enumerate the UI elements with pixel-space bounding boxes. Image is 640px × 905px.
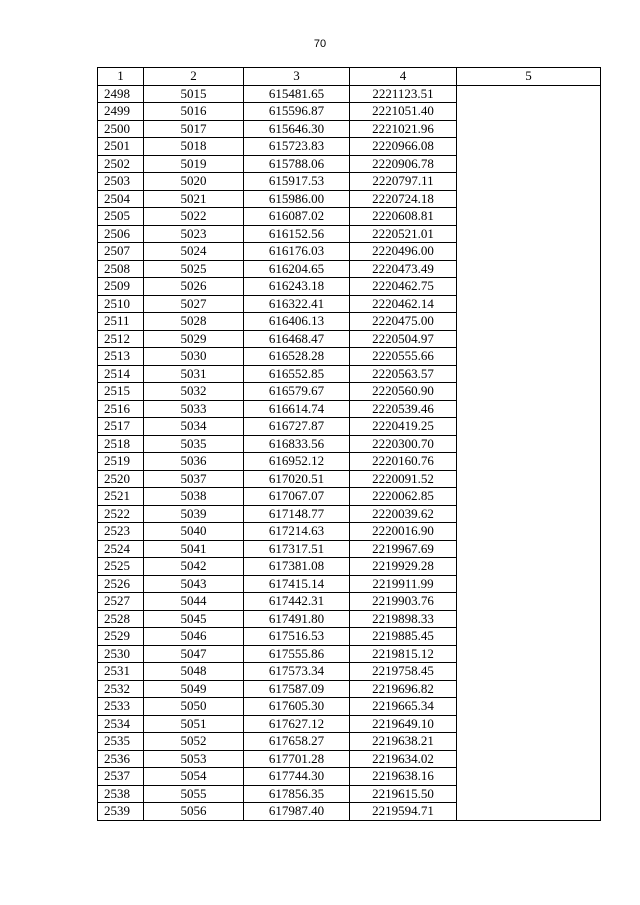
table-cell: 2220504.97 [350, 330, 457, 348]
table-cell: 2219615.50 [350, 785, 457, 803]
table-cell: 616833.56 [244, 435, 350, 453]
table-cell: 5033 [144, 400, 244, 418]
table-cell: 615646.30 [244, 120, 350, 138]
table-cell: 2220039.62 [350, 505, 457, 523]
table-cell: 5027 [144, 295, 244, 313]
table-cell: 5043 [144, 575, 244, 593]
table-cell: 2219634.02 [350, 750, 457, 768]
table-cell: 616528.28 [244, 348, 350, 366]
table-cell: 5029 [144, 330, 244, 348]
table-cell: 2220906.78 [350, 155, 457, 173]
column-header-3: 3 [244, 68, 350, 86]
table-cell: 2537 [98, 768, 144, 786]
table-cell: 5037 [144, 470, 244, 488]
table-cell: 617856.35 [244, 785, 350, 803]
table-cell: 2517 [98, 418, 144, 436]
table-cell: 5056 [144, 803, 244, 821]
table-cell: 2220300.70 [350, 435, 457, 453]
table-cell: 615917.53 [244, 173, 350, 191]
table-cell: 617214.63 [244, 523, 350, 541]
table-cell: 5042 [144, 558, 244, 576]
table-cell: 2220496.00 [350, 243, 457, 261]
table-cell: 615723.83 [244, 138, 350, 156]
table-cell: 5041 [144, 540, 244, 558]
table-cell: 617744.30 [244, 768, 350, 786]
table-cell: 5031 [144, 365, 244, 383]
table-cell: 5054 [144, 768, 244, 786]
table-cell: 5020 [144, 173, 244, 191]
table-cell: 617605.30 [244, 698, 350, 716]
table-cell: 617020.51 [244, 470, 350, 488]
table-cell: 617415.14 [244, 575, 350, 593]
table-cell: 2515 [98, 383, 144, 401]
table-cell: 2520 [98, 470, 144, 488]
table-cell: 616552.85 [244, 365, 350, 383]
table-cell: 617491.80 [244, 610, 350, 628]
table-cell: 5046 [144, 628, 244, 646]
table-cell: 5047 [144, 645, 244, 663]
table-cell: 5019 [144, 155, 244, 173]
table-cell: 616087.02 [244, 208, 350, 226]
table-cell: 2220966.08 [350, 138, 457, 156]
table-cell: 2512 [98, 330, 144, 348]
table-cell: 2220062.85 [350, 488, 457, 506]
table-cell: 2507 [98, 243, 144, 261]
table-cell: 5048 [144, 663, 244, 681]
table-cell: 2532 [98, 680, 144, 698]
table-cell: 2498 [98, 85, 144, 103]
table-cell: 5025 [144, 260, 244, 278]
table-cell: 5051 [144, 715, 244, 733]
table-cell: 617701.28 [244, 750, 350, 768]
table-cell: 5045 [144, 610, 244, 628]
column-header-5: 5 [457, 68, 601, 86]
table-body [98, 85, 601, 820]
table-cell: 617442.31 [244, 593, 350, 611]
table-cell: 5053 [144, 750, 244, 768]
table-cell: 5035 [144, 435, 244, 453]
table-cell: 2220475.00 [350, 313, 457, 331]
table-cell: 615986.00 [244, 190, 350, 208]
table-cell: 2502 [98, 155, 144, 173]
table-cell: 617516.53 [244, 628, 350, 646]
table-cell: 617555.86 [244, 645, 350, 663]
table-cell: 2509 [98, 278, 144, 296]
coordinates-table [97, 67, 601, 821]
table-cell: 2525 [98, 558, 144, 576]
table-row [98, 85, 601, 103]
table-cell: 617987.40 [244, 803, 350, 821]
table-cell: 5036 [144, 453, 244, 471]
table-cell: 2220016.90 [350, 523, 457, 541]
column-header-2: 2 [144, 68, 244, 86]
table-cell: 2220419.25 [350, 418, 457, 436]
table-cell: 2220724.18 [350, 190, 457, 208]
table-cell: 2219967.69 [350, 540, 457, 558]
table-cell: 2528 [98, 610, 144, 628]
table-cell: 2501 [98, 138, 144, 156]
table-cell: 615596.87 [244, 103, 350, 121]
table-cell: 2536 [98, 750, 144, 768]
table-cell: 616468.47 [244, 330, 350, 348]
table-cell: 5044 [144, 593, 244, 611]
table-cell: 616243.18 [244, 278, 350, 296]
table-cell: 617148.77 [244, 505, 350, 523]
table-cell: 616579.67 [244, 383, 350, 401]
table-cell: 2535 [98, 733, 144, 751]
table-cell: 2220160.76 [350, 453, 457, 471]
table-cell: 2220555.66 [350, 348, 457, 366]
table-cell: 2219898.33 [350, 610, 457, 628]
table-cell: 617587.09 [244, 680, 350, 698]
table-cell: 2219696.82 [350, 680, 457, 698]
table-cell: 616152.56 [244, 225, 350, 243]
table-cell: 2524 [98, 540, 144, 558]
table-cell: 2521 [98, 488, 144, 506]
table-cell: 2539 [98, 803, 144, 821]
table-cell: 2220473.49 [350, 260, 457, 278]
table-cell: 615481.65 [244, 85, 350, 103]
table-cell: 2219885.45 [350, 628, 457, 646]
table-cell: 2534 [98, 715, 144, 733]
column-header-1: 1 [98, 68, 144, 86]
table-cell: 2219929.28 [350, 558, 457, 576]
table-cell: 5018 [144, 138, 244, 156]
table-cell: 2500 [98, 120, 144, 138]
table-cell: 616176.03 [244, 243, 350, 261]
table-cell: 616952.12 [244, 453, 350, 471]
table-cell: 2219665.34 [350, 698, 457, 716]
table-cell: 2219638.21 [350, 733, 457, 751]
table-cell: 2513 [98, 348, 144, 366]
table-cell: 5022 [144, 208, 244, 226]
table-cell: 2219903.76 [350, 593, 457, 611]
column-header-4: 4 [350, 68, 457, 86]
table-cell: 615788.06 [244, 155, 350, 173]
table-cell: 2526 [98, 575, 144, 593]
table-cell: 5034 [144, 418, 244, 436]
table-cell: 2522 [98, 505, 144, 523]
table-cell: 5021 [144, 190, 244, 208]
page-number: 70 [313, 38, 327, 50]
table-cell: 2220462.14 [350, 295, 457, 313]
table-cell: 2219815.12 [350, 645, 457, 663]
table-cell: 5023 [144, 225, 244, 243]
table-cell: 2221021.96 [350, 120, 457, 138]
table-cell: 2506 [98, 225, 144, 243]
table-cell: 2220563.57 [350, 365, 457, 383]
table-cell: 2221123.51 [350, 85, 457, 103]
table-cell: 2527 [98, 593, 144, 611]
table-cell: 2529 [98, 628, 144, 646]
table-cell: 5040 [144, 523, 244, 541]
table-cell: 5038 [144, 488, 244, 506]
table-cell: 5024 [144, 243, 244, 261]
table-cell: 2511 [98, 313, 144, 331]
table-cell: 2220091.52 [350, 470, 457, 488]
table-cell: 2219649.10 [350, 715, 457, 733]
table-cell: 2519 [98, 453, 144, 471]
table-cell: 2514 [98, 365, 144, 383]
table-cell: 2503 [98, 173, 144, 191]
table-cell: 2518 [98, 435, 144, 453]
table-cell: 2531 [98, 663, 144, 681]
table-cell: 2219638.16 [350, 768, 457, 786]
table-cell: 616406.13 [244, 313, 350, 331]
table-cell: 5015 [144, 85, 244, 103]
table-cell: 2219911.99 [350, 575, 457, 593]
table-cell: 2220539.46 [350, 400, 457, 418]
table-cell: 2220797.11 [350, 173, 457, 191]
table-cell: 616322.41 [244, 295, 350, 313]
table-cell: 2499 [98, 103, 144, 121]
table-cell: 617317.51 [244, 540, 350, 558]
table-cell: 5052 [144, 733, 244, 751]
table-header-row [98, 68, 601, 86]
table-cell: 2219594.71 [350, 803, 457, 821]
table-cell: 2508 [98, 260, 144, 278]
table-cell: 616614.74 [244, 400, 350, 418]
table-cell: 2523 [98, 523, 144, 541]
table-cell: 616727.87 [244, 418, 350, 436]
table-cell: 2504 [98, 190, 144, 208]
table-cell: 5055 [144, 785, 244, 803]
table-cell: 2219758.45 [350, 663, 457, 681]
table-cell: 5039 [144, 505, 244, 523]
table-cell: 5049 [144, 680, 244, 698]
table-cell: 5017 [144, 120, 244, 138]
table-cell: 2221051.40 [350, 103, 457, 121]
table-cell: 2220521.01 [350, 225, 457, 243]
table-cell: 617627.12 [244, 715, 350, 733]
table-cell: 5026 [144, 278, 244, 296]
table-cell: 616204.65 [244, 260, 350, 278]
table-cell: 5050 [144, 698, 244, 716]
table-cell: 2220560.90 [350, 383, 457, 401]
table-cell: 2533 [98, 698, 144, 716]
table-cell: 617573.34 [244, 663, 350, 681]
table-cell: 617658.27 [244, 733, 350, 751]
table-cell: 2538 [98, 785, 144, 803]
table-cell: 617067.07 [244, 488, 350, 506]
table-cell: 2220462.75 [350, 278, 457, 296]
table-cell-column-5 [457, 85, 601, 820]
table-cell: 2530 [98, 645, 144, 663]
table-cell: 2510 [98, 295, 144, 313]
table-cell: 2505 [98, 208, 144, 226]
table-cell: 2220608.81 [350, 208, 457, 226]
table-cell: 5028 [144, 313, 244, 331]
table-cell: 5030 [144, 348, 244, 366]
table-cell: 2516 [98, 400, 144, 418]
table-cell: 617381.08 [244, 558, 350, 576]
table-cell: 5032 [144, 383, 244, 401]
table-cell: 5016 [144, 103, 244, 121]
